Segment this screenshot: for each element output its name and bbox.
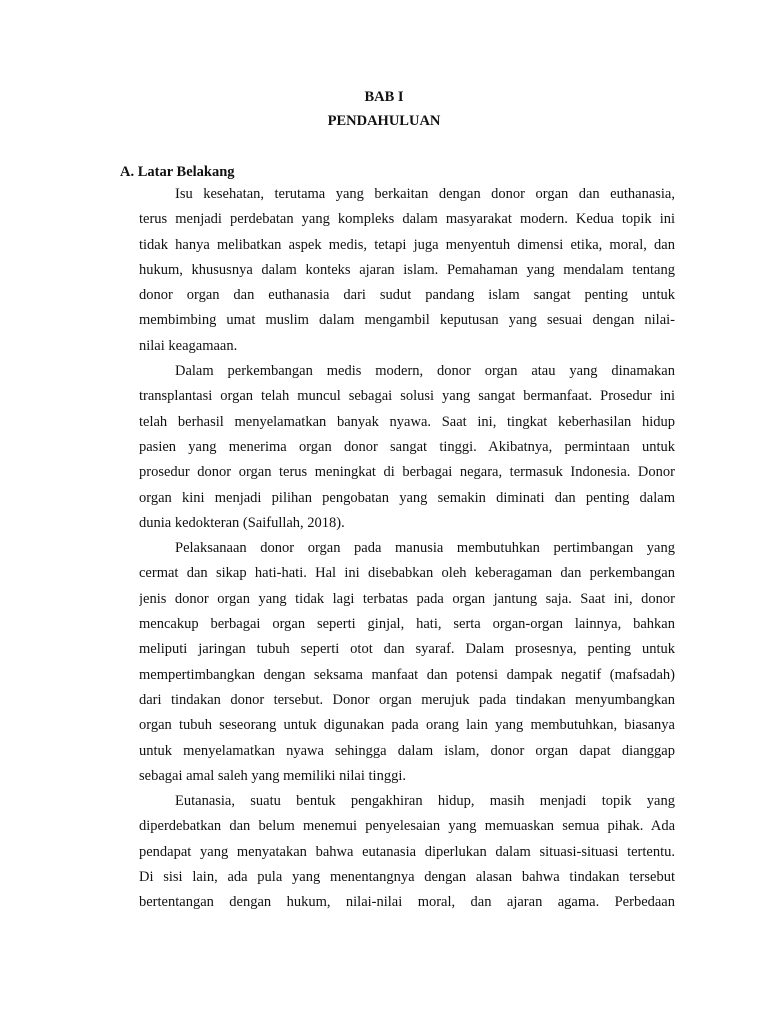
section-heading: A. Latar Belakang <box>120 164 235 180</box>
paragraph-line: donor organ dan euthanasia dari sudut pandang islam sangat penting untuk <box>139 287 675 304</box>
body-text <box>139 182 675 916</box>
paragraph-line: dunia kedokteran (Saifullah, 2018). <box>139 514 345 531</box>
chapter-title: PENDAHULUAN <box>327 113 441 129</box>
paragraph-line: bertentangan dengan hukum, nilai-nilai moral, dan ajaran agama. Perbedaan <box>139 894 675 911</box>
paragraph-line: mempertimbangkan dengan seksama manfaat dan potensi dampak negatif (mafsadah) <box>139 666 675 683</box>
paragraph-line: tidak hanya melibatkan aspek medis, tetapi juga menyentuh dimensi etika, moral, dan <box>139 236 675 253</box>
paragraph-line: dari tindakan donor tersebut. Donor organ merujuk pada tindakan menyumbangkan <box>139 691 675 708</box>
paragraph-line: Isu kesehatan, terutama yang berkaitan dengan donor organ dan euthanasia, <box>175 186 675 202</box>
paragraph-line: membimbing umat muslim dalam mengambil keputusan yang sesuai dengan nilai- <box>139 312 675 329</box>
paragraph-line: meliputi jaringan tubuh seperti otot dan syaraf. Dalam prosesnya, penting untuk <box>139 641 675 658</box>
paragraph-1 <box>139 182 675 359</box>
paragraph-line: sebagai amal saleh yang memiliki nilai tinggi. <box>139 767 406 784</box>
paragraph-4 <box>139 789 675 915</box>
paragraph-line: cermat dan sikap hati-hati. Hal ini disebabkan oleh keberagaman dan perkembangan <box>139 565 675 582</box>
paragraph-line: organ kini menjadi pilihan pengobatan yang semakin diminati dan penting dalam <box>139 489 675 506</box>
paragraph-line: untuk menyelamatkan nyawa sehingga dalam islam, donor organ dapat dianggap <box>139 742 675 759</box>
paragraph-line: Eutanasia, suatu bentuk pengakhiran hidup, masih menjadi topik yang <box>175 793 675 810</box>
paragraph-line: hukum, khususnya dalam konteks ajaran islam. Pemahaman yang mendalam tentang <box>139 261 675 278</box>
paragraph-line: Pelaksanaan donor organ pada manusia membutuhkan pertimbangan yang <box>175 540 675 557</box>
paragraph-line: nilai keagamaan. <box>139 337 238 354</box>
paragraph-line: pasien yang menerima organ donor sangat tinggi. Akibatnya, permintaan untuk <box>139 438 675 455</box>
paragraph-3 <box>139 536 675 789</box>
paragraph-line: prosedur donor organ terus meningkat di berbagai negara, termasuk Indonesia. Donor <box>139 464 675 481</box>
paragraph-line: organ tubuh seseorang untuk digunakan pada orang lain yang membutuhkan, biasanya <box>139 717 675 734</box>
chapter-number: BAB I <box>364 89 404 105</box>
paragraph-line: Dalam perkembangan medis modern, donor organ atau yang dinamakan <box>175 363 675 380</box>
paragraph-2 <box>139 359 675 536</box>
paragraph-line: pendapat yang menyatakan bahwa eutanasia diperlukan dalam situasi-situasi tertentu. <box>139 843 675 860</box>
paragraph-line: diperdebatkan dan belum menemui penyelesaian yang memuaskan semua pihak. Ada <box>139 818 675 835</box>
paragraph-line: telah berhasil menyelamatkan banyak nyawa. Saat ini, tingkat keberhasilan hidup <box>139 413 675 430</box>
paragraph-line: Di sisi lain, ada pula yang menentangnya dengan alasan bahwa tindakan tersebut <box>139 869 675 886</box>
paragraph-line: mencakup berbagai organ seperti ginjal, hati, serta organ-organ lainnya, bahkan <box>139 616 675 633</box>
paragraph-line: terus menjadi perdebatan yang kompleks dalam masyarakat modern. Kedua topik ini <box>139 211 675 228</box>
paragraph-line: jenis donor organ yang tidak lagi terbatas pada organ jantung saja. Saat ini, donor <box>139 590 675 607</box>
paragraph-line: transplantasi organ telah muncul sebagai solusi yang sangat bermanfaat. Prosedur ini <box>139 388 675 405</box>
